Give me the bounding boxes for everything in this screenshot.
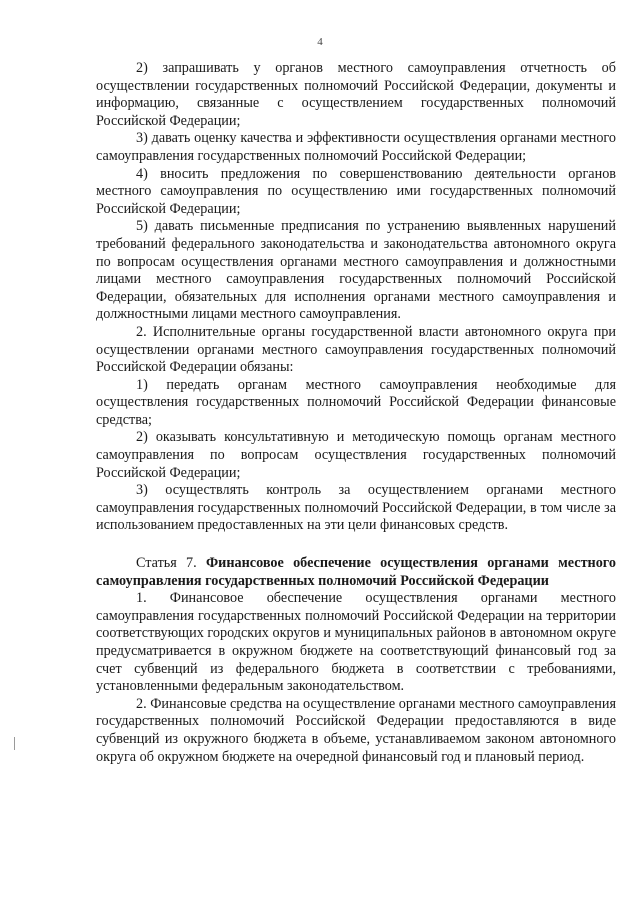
article-title: Финансовое обеспечение осуществления органами местного самоуправления государственных полномочий Российской Федерации [96,555,616,589]
article-prefix: Статья 7. [136,555,206,572]
paragraph: 1) передать органам местного самоуправления необходимые для осуществления государственных полномочий Российской Федерации финансовые средства; [96,376,616,428]
paragraph: 2) запрашивать у органов местного самоуправления отчетность об осуществлении государственных полномочий Российской Федерации, документы и информацию, связанные с осуществлением государственных полномочий Российской Федерации; [96,60,616,129]
paragraph: 2. Финансовые средства на осуществление органами местного самоуправления государственных полномочий Российской Федерации предоставляются в виде субвенций из окружного бюджета в объеме, устанавливаемом законом автономного округа об окружном бюджете на очередной финансовый год и плановый период. [96,695,616,765]
paragraph: 4) вносить предложения по совершенствованию деятельности органов местного самоуправления по осуществлению ими государственных полномочий Российской Федерации; [96,165,616,217]
paragraph: 2) оказывать консультативную и методическую помощь органам местного самоуправления по вопросам осуществления государственных полномочий Российской Федерации; [96,429,616,481]
section-gap [96,535,616,555]
paragraph: 3) давать оценку качества и эффективности осуществления органами местного самоуправления государственных полномочий Российской Федерации; [96,130,616,164]
paragraph: 3) осуществлять контроль за осуществлением органами местного самоуправления государственных полномочий Российской Федерации, в том числе за использованием предоставленных на эти цели финансовых средств. [96,482,616,534]
margin-mark [14,737,15,750]
paragraph: 5) давать письменные предписания по устранению выявленных нарушений требований федерального законодательства и законодательства автономного округа по вопросам осуществления органами местного самоуправления и должностными лицами местного самоуправления государственных полномочий Российской Федерации, обязательных для исполнения органами местного самоуправления и должностными лицами местного самоуправления. [96,218,616,323]
article-heading [96,555,616,590]
document-body [96,60,616,766]
paragraph: 2. Исполнительные органы государственной власти автономного округа при осуществлении органами местного самоуправления государственных полномочий Российской Федерации обязаны: [96,323,616,376]
paragraph: 1. Финансовое обеспечение осуществления органами местного самоуправления государственных полномочий Российской Федерации на территории соответствующих городских округов и муниципальных районов в автономном округе предусматривается в окружном бюджете на соответствующий финансовый год за счет субвенций из федерального бюджета в соответствии с требованиями, установленными федеральным законодательством. [96,590,616,695]
page-number: 4 [317,36,323,48]
